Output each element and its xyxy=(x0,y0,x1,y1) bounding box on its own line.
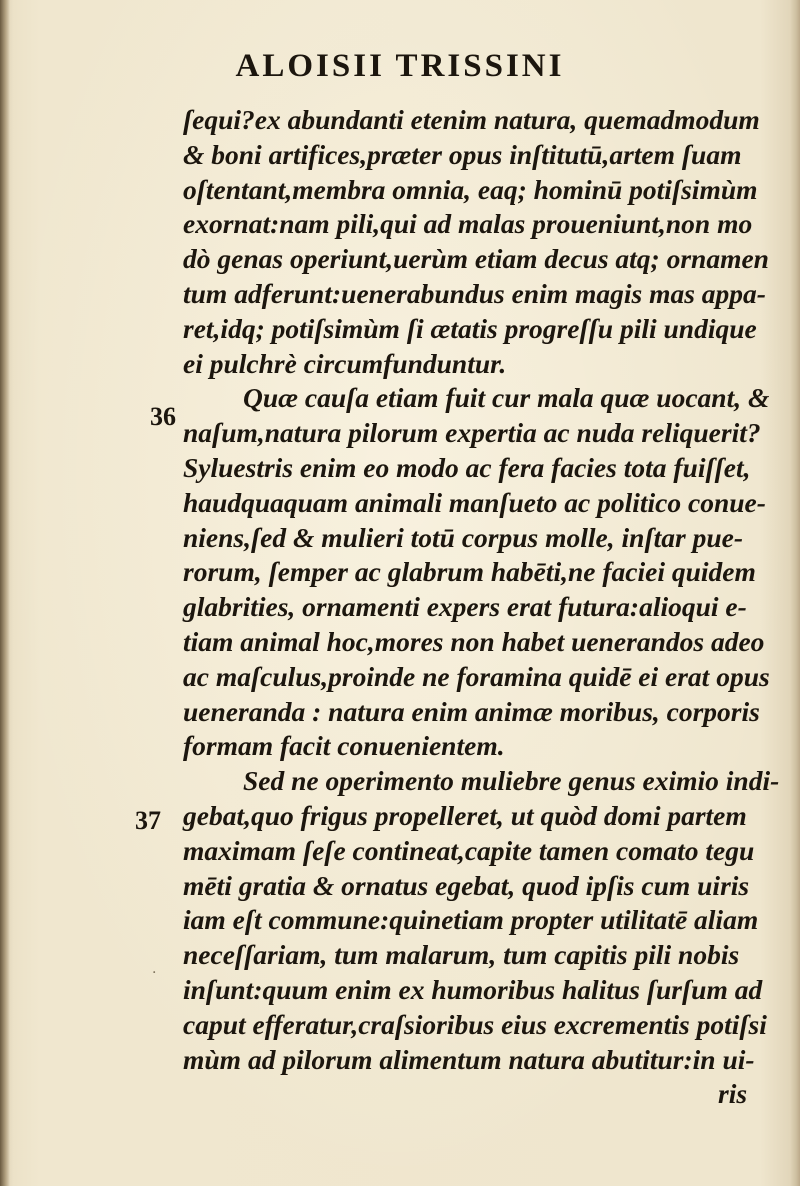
text-line: ac maſculus,proinde ne foramina quidē ei erat opus xyxy=(183,660,770,692)
text-line: gebat,quo frigus propelleret, ut quòd domi partem xyxy=(183,799,747,831)
catchword: ris xyxy=(718,1078,748,1110)
page-gutter-shadow xyxy=(0,0,10,1186)
text-line: ret,idq; potiſsimùm ſi ætatis progreſſu pili undique xyxy=(183,312,757,344)
text-line: tum adferunt:uenerabundus enim magis mas appa‐ xyxy=(183,277,766,309)
text-line: maximam ſeſe contineat,capite tamen comato tegu xyxy=(183,834,755,866)
text-line: Syluestris enim eo modo ac fera facies tota fuiſſet, xyxy=(183,451,751,483)
text-line: mùm ad pilorum alimentum natura abutitur:in ui‐ xyxy=(183,1043,755,1075)
text-line: haudquaquam animali manſueto ac politico conue‐ xyxy=(183,486,766,518)
text-line: ueneranda : natura enim animæ moribus, corporis xyxy=(183,695,760,727)
page-edge-shadow xyxy=(790,0,800,1186)
text-line: glabrities, ornamenti expers erat futura:alioqui e‐ xyxy=(183,591,747,623)
text-line: tiam animal hoc,mores non habet uenerandos adeo xyxy=(183,625,765,657)
margin-mark: · xyxy=(152,965,157,981)
text-line: dò genas operiunt,uerùm etiam decus atq; ornamen xyxy=(183,243,769,275)
text-line: iam eſt commune:quinetiam propter utilitatē aliam xyxy=(183,904,759,936)
text-line: ſequi?ex abundanti etenim natura, quemadmodum xyxy=(183,104,760,135)
text-line: naſum,natura pilorum expertia ac nuda reliquerit? xyxy=(183,417,761,449)
paragraph-start-line: Sed ne operimento muliebre genus eximio indi‐ xyxy=(243,765,780,797)
paragraph-start-line: Quæ cauſa etiam fuit cur mala quæ uocant, & xyxy=(243,382,770,414)
running-title: ALOISII TRISSINI xyxy=(235,48,565,84)
paragraph-number-37: 37 xyxy=(135,806,161,835)
text-line: mēti gratia & ornatus egebat, quod ipſis cum uiris xyxy=(183,869,750,901)
text-line: caput efferatur,craſsioribus eius excrementis potiſsi xyxy=(183,1008,767,1040)
text-line: & boni artifices,præter opus inſtitutū,artem ſuam xyxy=(183,138,742,170)
text-line: rorum, ſemper ac glabrum habēti,ne faciei quidem xyxy=(183,556,756,588)
text-line: ei pulchrè circumfunduntur. xyxy=(183,347,507,379)
text-line: exornat:nam pili,qui ad malas proueniunt,non mo xyxy=(183,208,753,240)
paragraph-number-36: 36 xyxy=(150,402,176,431)
text-line: neceſſariam, tum malarum, tum capitis pili nobis xyxy=(183,939,740,971)
body-text xyxy=(183,103,783,1112)
text-line: inſunt:quum enim ex humoribus halitus ſurſum ad xyxy=(183,973,763,1005)
text-line: oſtentant,membra omnia, eaq; hominū potiſsimùm xyxy=(183,173,758,205)
text-line: formam facit conuenientem. xyxy=(183,730,505,762)
text-line: niens,ſed & mulieri totū corpus molle, inſtar pue‐ xyxy=(183,521,743,553)
